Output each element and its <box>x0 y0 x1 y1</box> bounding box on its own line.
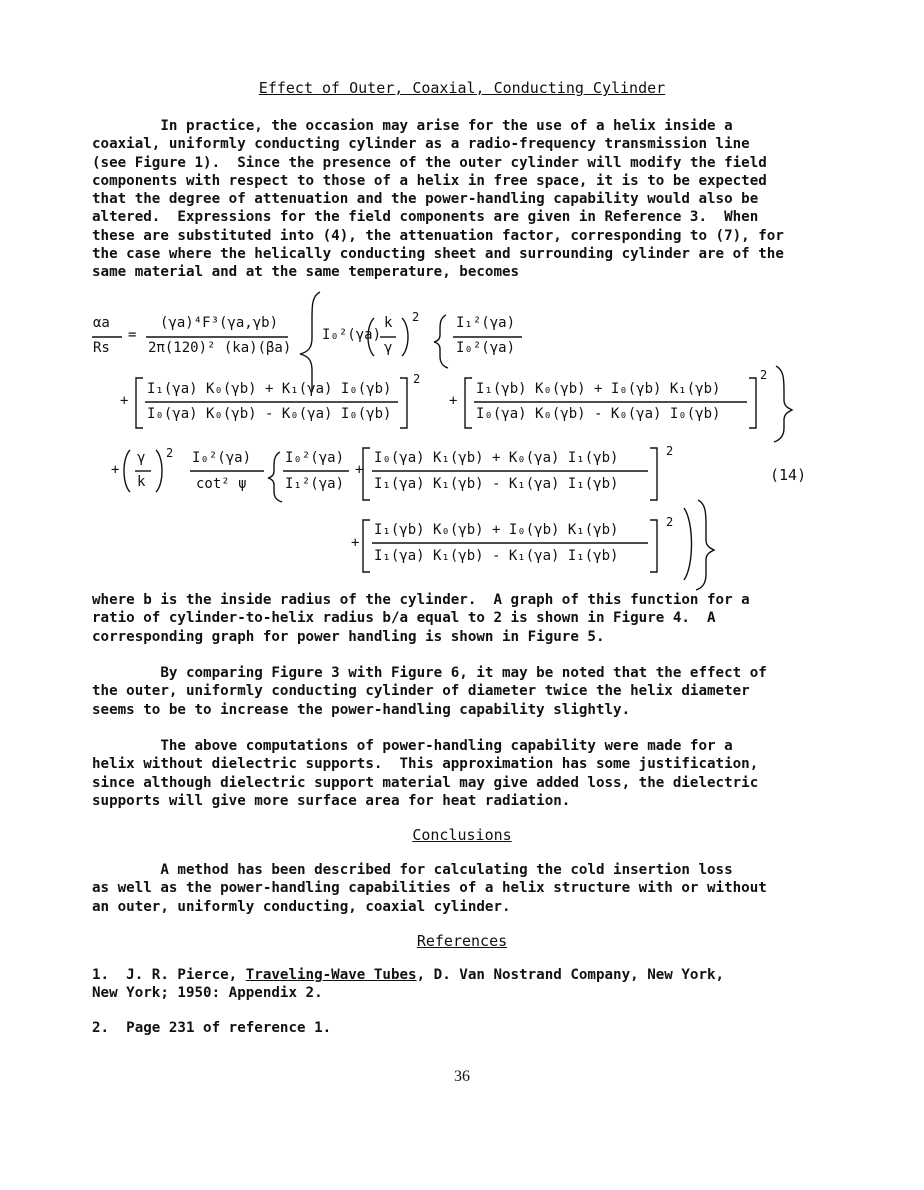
term5-denominator: I₁(γa) K₁(γb) - K₁(γa) I₁(γb) <box>374 476 619 492</box>
text-line: coaxial, uniformly conducting cylinder as a radio-frequency transmission line <box>92 136 750 153</box>
text-line: where b is the inside radius of the cylinder. A graph of this function for a <box>92 592 750 608</box>
term6-numerator: I₁(γb) K₀(γb) + I₀(γb) K₁(γb) <box>374 522 619 538</box>
plus-sign: + <box>355 462 364 478</box>
term4-b-numerator: I₀²(γa) <box>285 450 345 466</box>
term1-ratio-den: I₀²(γa) <box>456 340 516 356</box>
text-line: supports will give more surface area for heat radiation. <box>92 792 571 809</box>
term3-denominator: I₀(γa) K₀(γb) - K₀(γa) I₀(γb) <box>476 406 721 422</box>
section-heading-conclusions: Conclusions <box>412 826 512 844</box>
lhs-numerator: αa <box>93 315 110 331</box>
term4-frac-den: k <box>137 474 146 490</box>
term4-a-denominator: cot² ψ <box>196 476 247 492</box>
term2-numerator: I₁(γa) K₀(γb) + K₁(γa) I₀(γb) <box>147 381 392 397</box>
plus-sign: + <box>449 393 458 409</box>
text-line: By comparing Figure 3 with Figure 6, it may be noted that the effect of <box>92 665 767 681</box>
term1-ratio-num: I₁²(γa) <box>456 315 516 331</box>
page-number: 36 <box>454 1068 470 1085</box>
plus-sign: + <box>111 462 120 478</box>
term4-a-numerator: I₀²(γa) <box>192 450 252 466</box>
text-line: same material and at the same temperature, becomes <box>92 264 520 281</box>
text-line: these are substituted into (4), the attenuation factor, corresponding to (7), for <box>92 227 784 244</box>
paragraph-conclusions <box>92 861 832 916</box>
coefficient-numerator: (γa)⁴F³(γa,γb) <box>160 315 279 331</box>
term4-exponent: 2 <box>166 446 174 460</box>
plus-sign: + <box>351 535 360 551</box>
text-line: helix without dielectric supports. This approximation has some justification, <box>92 756 759 773</box>
reference-author: 1. J. R. Pierce, <box>92 967 246 983</box>
text-line: that the degree of attenuation and the power-handling capability would also be <box>92 191 759 208</box>
text-line: since although dielectric support material may give added loss, the dielectric <box>92 774 759 791</box>
paragraph-comparing <box>92 664 832 719</box>
section-heading-effect: Effect of Outer, Coaxial, Conducting Cylinder <box>258 79 666 97</box>
text-line: seems to be to increase the power-handling capability slightly. <box>92 701 631 718</box>
text-line: an outer, uniformly conducting, coaxial cylinder. <box>92 898 511 915</box>
equation-number: (14) <box>770 466 807 484</box>
text-line: components with respect to those of a helix in free space, it is to be expected <box>92 172 767 189</box>
term2-exponent: 2 <box>413 372 421 386</box>
reference-publisher: , D. Van Nostrand Company, New York, <box>416 967 725 983</box>
text-line: ratio of cylinder-to-helix radius b/a equal to 2 is shown in Figure 4. A <box>92 610 716 627</box>
reference-title: Traveling-Wave Tubes <box>245 967 417 983</box>
term1-frac-den: γ <box>384 340 393 356</box>
equals-sign: = <box>128 327 137 343</box>
reference-2: 2. Page 231 of reference 1. <box>92 1020 332 1036</box>
term3-numerator: I₁(γb) K₀(γb) + I₀(γb) K₁(γb) <box>476 381 721 397</box>
term6-denominator: I₁(γa) K₁(γb) - K₁(γa) I₁(γb) <box>374 548 619 564</box>
term1-main: I₀²(γa) <box>322 327 382 343</box>
text-line: The above computations of power-handling capability were made for a <box>92 738 733 754</box>
term3-exponent: 2 <box>760 368 768 382</box>
term4-frac-num: γ <box>137 450 146 466</box>
section-heading-references: References <box>416 932 508 950</box>
reference-1 <box>92 966 832 1003</box>
text-line: In practice, the occasion may arise for the use of a helix inside a <box>92 118 733 134</box>
text-line: corresponding graph for power handling is shown in Figure 5. <box>92 628 605 645</box>
term2-denominator: I₀(γa) K₀(γb) - K₀(γa) I₀(γb) <box>147 406 392 422</box>
text-line: the case where the helically conducting sheet and surrounding cylinder are of the <box>92 246 784 263</box>
term4-b-denominator: I₁²(γa) <box>285 476 345 492</box>
paragraph-where <box>92 591 832 646</box>
term5-numerator: I₀(γa) K₁(γb) + K₀(γa) I₁(γb) <box>374 450 619 466</box>
term6-exponent: 2 <box>666 515 674 529</box>
coefficient-denominator: 2π(120)² (ka)(βa) <box>148 340 292 356</box>
term1-exponent: 2 <box>412 310 420 324</box>
text-line: (see Figure 1). Since the presence of the outer cylinder will modify the field <box>92 154 767 171</box>
text-line: the outer, uniformly conducting cylinder of diameter twice the helix diameter <box>92 683 750 700</box>
text-line: New York; 1950: Appendix 2. <box>92 985 323 1002</box>
text-line: as well as the power-handling capabilities of a helix structure with or without <box>92 880 767 897</box>
text-line: altered. Expressions for the field components are given in Reference 3. When <box>92 209 759 226</box>
plus-sign: + <box>120 393 129 409</box>
text-line <box>92 966 832 984</box>
text-line: A method has been described for calculating the cold insertion loss <box>92 862 733 878</box>
paragraph-computations <box>92 737 832 810</box>
term5-exponent: 2 <box>666 444 674 458</box>
lhs-denominator: Rs <box>93 340 110 356</box>
term1-frac-num: k <box>384 315 393 331</box>
